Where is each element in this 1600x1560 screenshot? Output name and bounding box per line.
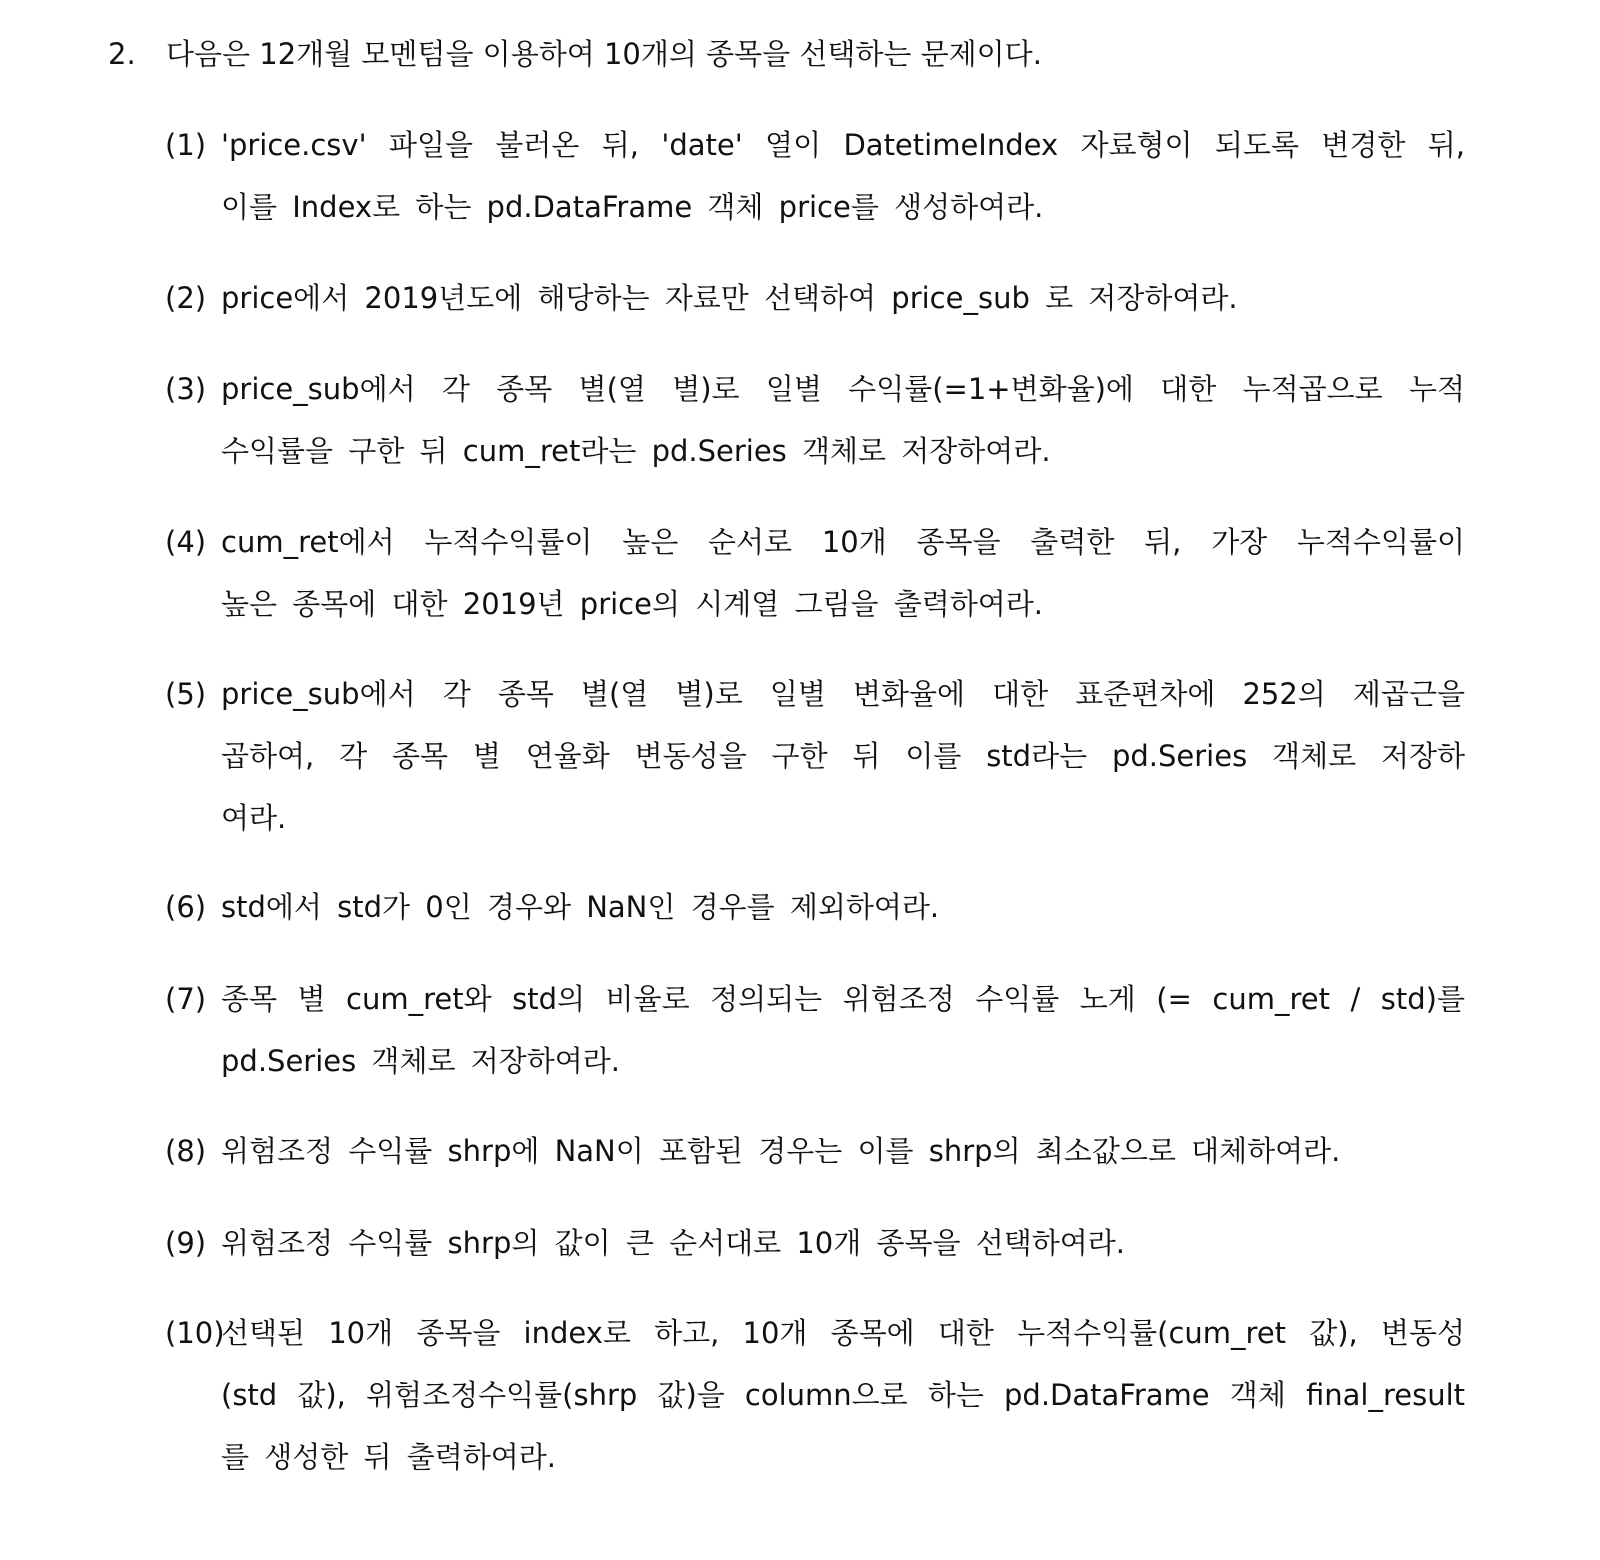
- item-7: [165, 968, 1465, 1092]
- item-text: [221, 358, 1465, 482]
- item-line: 여라.: [221, 801, 287, 835]
- item-line: std에서 std가 0인 경우와 NaN인 경우를 제외하여라.: [221, 890, 940, 924]
- item-number: (5): [165, 677, 207, 711]
- item-text: [221, 1212, 1465, 1274]
- item-number: (10): [165, 1316, 225, 1350]
- item-text: [221, 1120, 1465, 1182]
- item-number: (4): [165, 525, 207, 559]
- item-line: pd.Series 객체로 저장하여라.: [221, 1044, 620, 1078]
- item-text: [221, 114, 1465, 238]
- item-8: [165, 1120, 1465, 1182]
- item-10: [165, 1302, 1465, 1488]
- item-line: price_sub에서 각 종목 별(열 별)로 일별 변화율에 대한 표준편차에 252의 제곱근을: [221, 677, 1465, 711]
- item-line: 를 생성한 뒤 출력하여라.: [221, 1440, 557, 1474]
- item-line: cum_ret에서 누적수익률이 높은 순서로 10개 종목을 출력한 뒤, 가장 누적수익률이: [221, 525, 1465, 559]
- item-number: (6): [165, 890, 207, 924]
- item-text: [221, 876, 1465, 938]
- question-heading: [108, 28, 1468, 80]
- item-line: 종목 별 cum_ret와 std의 비율로 정의되는 위험조정 수익률 노게 (= cum_ret / std)를: [221, 982, 1465, 1016]
- item-text: [221, 511, 1465, 635]
- item-number: (2): [165, 281, 207, 315]
- item-text: [221, 267, 1465, 329]
- item-3: [165, 358, 1465, 482]
- item-number: (3): [165, 372, 207, 406]
- item-1: [165, 114, 1465, 238]
- question-text: 다음은 12개월 모멘텀을 이용하여 10개의 종목을 선택하는 문제이다.: [166, 37, 1042, 71]
- item-line: 위험조정 수익률 shrp의 값이 큰 순서대로 10개 종목을 선택하여라.: [221, 1226, 1126, 1260]
- item-line: 선택된 10개 종목을 index로 하고, 10개 종목에 대한 누적수익률(cum_ret 값), 변동성: [221, 1316, 1465, 1350]
- item-line: 위험조정 수익률 shrp에 NaN이 포함된 경우는 이를 shrp의 최소값으로 대체하여라.: [221, 1134, 1341, 1168]
- item-number: (9): [165, 1226, 207, 1260]
- item-line: 이를 Index로 하는 pd.DataFrame 객체 price를 생성하여라.: [221, 190, 1044, 224]
- item-line: price에서 2019년도에 해당하는 자료만 선택하여 price_sub 로 저장하여라.: [221, 281, 1238, 315]
- item-line: 곱하여, 각 종목 별 연율화 변동성을 구한 뒤 이를 std라는 pd.Series 객체로 저장하: [221, 739, 1465, 773]
- item-text: [221, 663, 1465, 849]
- item-line: (std 값), 위험조정수익률(shrp 값)을 column으로 하는 pd.DataFrame 객체 final_result: [221, 1378, 1465, 1412]
- item-line: 높은 종목에 대한 2019년 price의 시계열 그림을 출력하여라.: [221, 587, 1044, 621]
- question-number: 2.: [108, 37, 136, 71]
- item-text: [221, 1302, 1465, 1488]
- item-6: [165, 876, 1465, 938]
- item-number: (8): [165, 1134, 207, 1168]
- item-9: [165, 1212, 1465, 1274]
- item-number: (1): [165, 128, 207, 162]
- item-line: price_sub에서 각 종목 별(열 별)로 일별 수익률(=1+변화율)에 대한 누적곱으로 누적: [221, 372, 1465, 406]
- item-line: 수익률을 구한 뒤 cum_ret라는 pd.Series 객체로 저장하여라.: [221, 434, 1051, 468]
- item-5: [165, 663, 1465, 849]
- item-2: [165, 267, 1465, 329]
- item-line: 'price.csv' 파일을 불러온 뒤, 'date' 열이 DatetimeIndex 자료형이 되도록 변경한 뒤,: [221, 128, 1465, 162]
- item-text: [221, 968, 1465, 1092]
- item-number: (7): [165, 982, 207, 1016]
- item-4: [165, 511, 1465, 635]
